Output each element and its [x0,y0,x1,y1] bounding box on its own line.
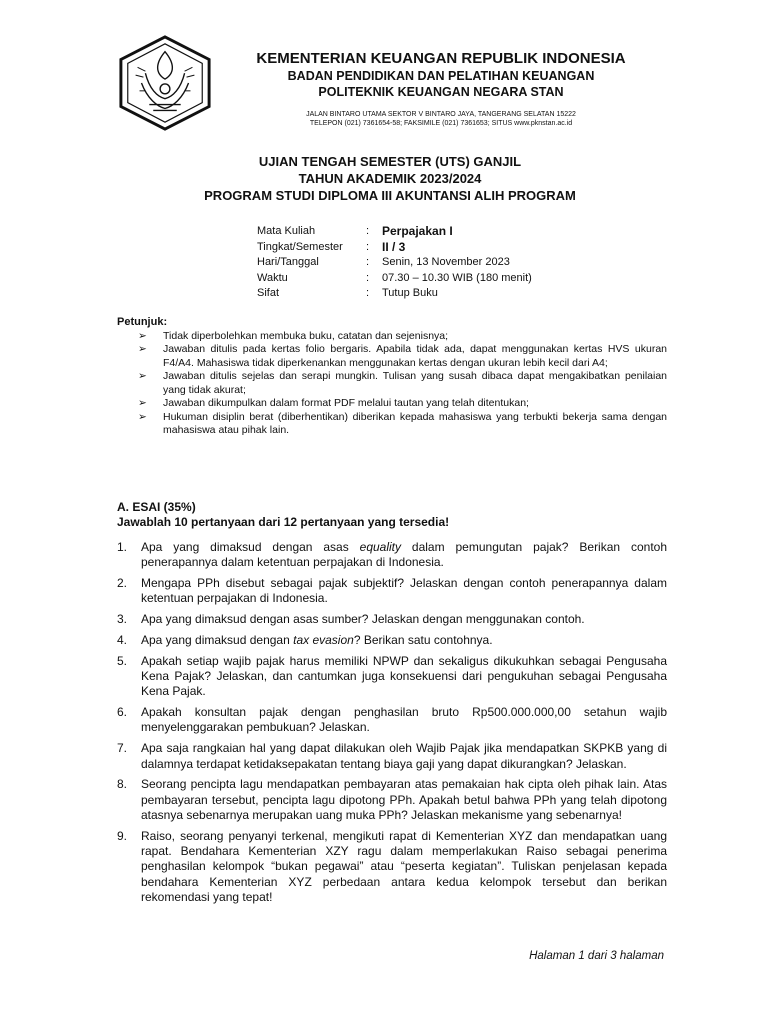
question-number: 7. [117,741,128,756]
question-number: 1. [117,540,128,554]
question-item [117,654,667,700]
instruction-text: Jawaban ditulis sejelas dan serapi mungkin. Tulisan yang susah dibaca dapat mengakibatkan penilaian yang tidak akurat; [163,370,667,396]
info-separator: : [366,240,370,253]
info-separator: : [366,271,370,284]
question-item [117,633,667,648]
question-text: Apakah setiap wajib pajak harus memiliki NPWP dan sekaligus dikukuhkan sebagai Pengusaha Kena Pajak? Jelaskan, dan cantumkan juga konsekuensi dari pengukuhan sebagai Pengusaha Kena Pajak. [141,653,667,699]
instructions [117,316,667,438]
info-separator: : [366,287,370,299]
question-item [117,576,667,607]
contact-line: TELEPON (021) 7361654-58; FAKSIMILE (021) 7361653; SITUS www.pknstan.ac.id [309,120,573,127]
info-key: Tingkat/Semester [257,240,343,253]
school-name: POLITEKNIK KEUANGAN NEGARA STAN [318,85,564,99]
info-row [257,271,532,287]
agency-name: BADAN PENDIDIKAN DAN PELATIHAN KEUANGAN [287,69,595,83]
exam-title-line-3: PROGRAM STUDI DIPLOMA III AKUNTANSI ALIH PROGRAM [204,188,576,203]
address-line: JALAN BINTARO UTAMA SEKTOR V BINTARO JAYA, TANGERANG SELATAN 15222 [306,111,576,118]
question-item [117,777,667,823]
question-number: 9. [117,828,128,843]
question-emphasis: tax evasion [293,632,354,647]
question-text-part: Apa yang dimaksud dengan asas [141,540,360,554]
info-value: Senin, 13 November 2023 [382,256,510,268]
instructions-heading: Petunjuk: [117,316,168,328]
arrow-bullet-icon: ➢ [138,343,147,355]
info-separator: : [366,256,370,268]
question-number: 6. [117,705,128,720]
question-item [117,705,667,736]
info-value: 07.30 – 10.30 WIB (180 menit) [382,271,532,284]
page-number: Halaman 1 dari 3 halaman [529,950,664,962]
instruction-text: Jawaban ditulis pada kertas folio bergaris. Apabila tidak ada, dapat menggunakan kertas HVS ukuran F4/A4. Mahasiswa tidak diperkenankan menggunakan kertas dengan ukuran lebih kecil dari A4; [163,343,667,369]
info-separator: : [366,225,370,237]
question-item [117,540,667,571]
info-value: Tutup Buku [382,287,438,299]
info-key: Hari/Tanggal [257,256,319,268]
info-row [257,255,532,271]
question-number: 5. [117,653,128,668]
question-number: 2. [117,576,128,591]
exam-title [120,153,660,204]
question-text [141,540,667,571]
arrow-bullet-icon: ➢ [138,397,147,409]
info-value: Perpajakan I [382,224,453,238]
question-text: Apa saja rangkaian hal yang dapat dilakukan oleh Wajib Pajak jika mendapatkan SKPKB yang di dalamnya terdapat ketidaksepakatan tentang biaya gaji yang dapat dikurangkan? Jelaskan. [141,741,667,771]
ministry-name: KEMENTERIAN KEUANGAN REPUBLIK INDONESIA [256,50,626,67]
exam-title-line-2: TAHUN AKADEMIK 2023/2024 [298,171,482,186]
info-key: Sifat [257,287,280,299]
question-number: 8. [117,777,128,792]
arrow-bullet-icon: ➢ [138,370,147,382]
question-item [117,829,667,905]
instruction-item [117,397,667,411]
instruction-text: Tidak diperbolehkan membuka buku, catatan dan sejenisnya; [163,329,449,342]
question-list [117,540,667,911]
question-item [117,612,667,627]
info-value: II / 3 [382,239,406,254]
instruction-item [117,343,667,370]
section-a-header [117,500,667,530]
question-text: Apakah konsultan pajak dengan penghasilan bruto Rp500.000.000,00 setahun wajib menyelenggarakan pembukuan? Jelaskan. [141,705,667,735]
exam-title-line-1: UJIAN TENGAH SEMESTER (UTS) GANJIL [258,154,522,169]
question-text-part: dalam pemungutan pajak? Berikan contoh penerapannya dalam ketentuan perpajakan di Indonesia. [141,540,668,570]
info-row [257,286,532,302]
question-text-part: Apa yang dimaksud dengan [141,632,294,647]
arrow-bullet-icon: ➢ [138,329,147,342]
question-text: Apa yang dimaksud dengan asas sumber? Jelaskan dengan menggunakan contoh. [141,612,585,627]
instruction-item [117,411,667,438]
instruction-text: Hukuman disiplin berat (diberhentikan) diberikan kepada mahasiswa yang terbukti bekerja sama dengan mahasiswa atau pihak lain. [163,410,667,436]
info-key: Waktu [257,271,288,284]
instruction-item [117,370,667,397]
question-text: Raiso, seorang penyanyi terkenal, mengikuti rapat di Kementerian XYZ dan mendapatkan uang rapat. Bendahara Kementerian XZY ragu dalam memperlakukan Raiso sebagai penerima penghasilan kelompok “bukan pegawai” atau “peserta kegiatan”. Tuliskan penjelasan kepada bendahara Kementerian XYZ perbedaan antara kedua kelompok tersebut dan berikan rekomendasi yang tepat! [141,828,667,904]
question-emphasis: equality [359,540,402,554]
exam-info-table [257,224,532,302]
question-item [117,741,667,772]
instruction-text: Jawaban dikumpulkan dalam format PDF melalui tautan yang telah ditentukan; [163,397,529,409]
instruction-item [117,330,667,344]
section-a-subtitle: Jawablah 10 pertanyaan dari 12 pertanyaan yang tersedia! [117,515,450,529]
question-number: 3. [117,612,128,627]
info-key: Mata Kuliah [257,225,316,237]
letterhead [222,50,660,128]
question-text-part: ? Berikan satu contohnya. [353,632,493,647]
info-row [257,240,532,256]
section-a-title: A. ESAI (35%) [117,500,196,514]
question-text [141,633,667,648]
question-number: 4. [117,632,128,647]
arrow-bullet-icon: ➢ [138,410,147,423]
ministry-emblem-icon [116,34,214,132]
info-row [257,224,532,240]
question-text: Seorang pencipta lagu mendapatkan pembayaran atas pemakaian hak cipta oleh pihak lain. Atas pembayaran tersebut, pencipta lagu dipotong PPh. Apakah betul bahwa PPh yang telah dipotong atasnya sebenarnya merupakan uang muka PPh? Jelaskan mekanisme yang sebenarnya! [141,777,667,822]
question-text: Mengapa PPh disebut sebagai pajak subjektif? Jelaskan dengan contoh penerapannya dalam ketentuan perpajakan di Indonesia. [141,576,667,606]
